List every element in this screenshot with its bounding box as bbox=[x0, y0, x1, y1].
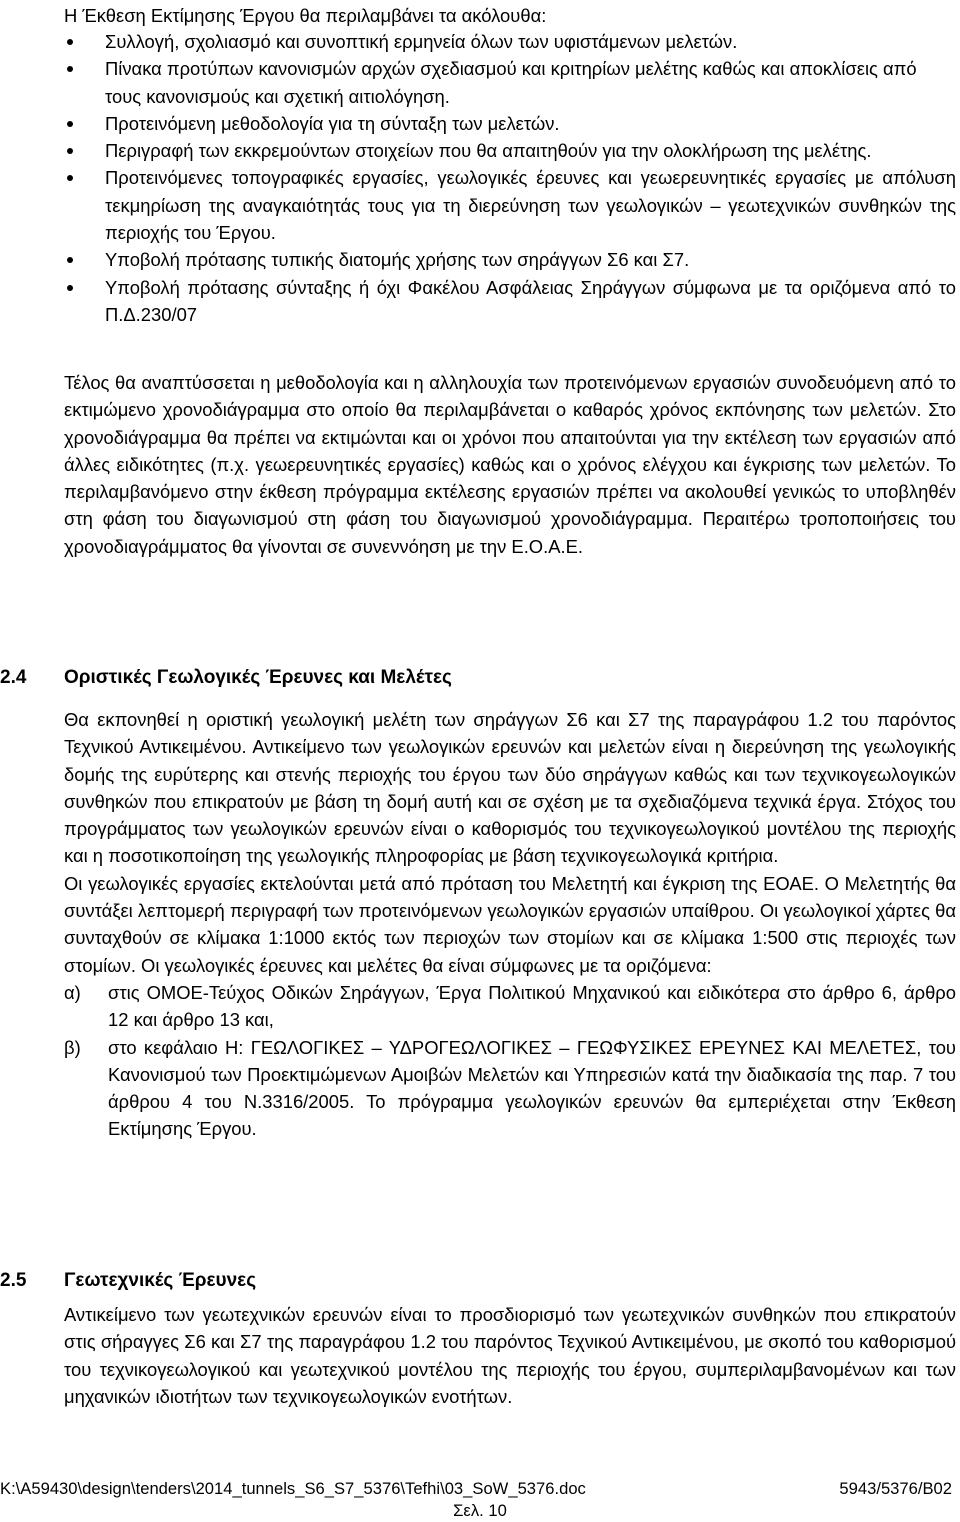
bullet-icon bbox=[67, 285, 73, 291]
enum-text: στο κεφάλαιο Η: ΓΕΩΛΟΓΙΚΕΣ – ΥΔΡΟΓΕΩΛΟΓΙΚΕΣ – ΓΕΩΦΥΣΙΚΕΣ ΕΡΕΥΝΕΣ ΚΑΙ ΜΕΛΕΤΕΣ, του Κανονισμού των Προεκτιμώμενων Αμοιβών Μελετών και Υπηρεσιών κατά την διαδικασία της παρ. 7 του άρθρου 4 του Ν.3316/2005. Το πρόγραμμα γεωλογικών ερευνών θα εμπεριέχεται στην Έκθεση Εκτίμησης Έργου. bbox=[108, 1036, 956, 1140]
section-2-4-body bbox=[64, 706, 956, 1143]
section-2-5-body: Αντικείμενο των γεωτεχνικών ερευνών είναι το προσδιορισμό των γεωτεχνικών συνθηκών που επικρατούν στις σήραγγες Σ6 και Σ7 της παραγράφου 1.2 του παρόντος Τεχνικού Αντικειμένου, με σκοπό του καθορισμού του τεχνικογεωλογικού και γεωτεχνικού μοντέλου της περιοχής του έργου, συμπεριλαμβανομένων και των μηχανικών ιδιοτήτων των τεχνικογεωλογικών ενοτήτων. bbox=[64, 1304, 956, 1407]
list-item: Υποβολή πρότασης τυπικής διατομής χρήσης των σηράγγων Σ6 και Σ7. bbox=[64, 246, 956, 273]
section-title: Οριστικές Γεωλογικές Έρευνες και Μελέτες bbox=[64, 667, 452, 688]
section-title: Γεωτεχνικές Έρευνες bbox=[64, 1270, 257, 1291]
file-path: K:\A59430\design\tenders\2014_tunnels_S6_S7_5376\Tefhi\03_SoW_5376.doc bbox=[0, 1479, 586, 1498]
enumerated-item bbox=[64, 979, 956, 1034]
section-number: 2.4 bbox=[0, 667, 27, 688]
schedule-paragraph: Τέλος θα αναπτύσσεται η μεθοδολογία και η αλληλουχία των προτεινόμενων εργασιών συνοδευόμενη από το εκτιμώμενο χρονοδιάγραμμα στο οποίο θα περιλαμβάνεται ο καθαρός χρόνος εκπόνησης των μελετών. Στο χρονοδιάγραμμα θα πρέπει να εκτιμώνται και οι χρόνοι που απαιτούνται για την εκτέλεση των εργασιών από άλλες ειδικότητες (π.χ. γεωερευνητικές εργασίες) καθώς και ο χρόνος ελέγχου και έγκρισης των μελετών. Το περιλαμβανόμενο στην έκθεση πρόγραμμα εκτέλεσης εργασιών πρέπει να ακολουθεί γενικώς το υποβληθέν στη φάση του διαγωνισμού στη φάση του διαγωνισμού χρονοδιάγραμμα. Περαιτέρω τροποποιήσεις του χρονοδιαγράμματος θα γίνονται σε συνεννόηση με την Ε.Ο.Α.Ε. bbox=[64, 372, 956, 557]
bullet-icon bbox=[67, 121, 73, 127]
enum-label: α) bbox=[64, 981, 81, 1003]
intro-sentence: Η Έκθεση Εκτίμησης Έργου θα περιλαμβάνει τα ακόλουθα: bbox=[64, 5, 547, 26]
paragraph: Θα εκπονηθεί η οριστική γεωλογική μελέτη των σηράγγων Σ6 και Σ7 της παραγράφου 1.2 του παρόντος Τεχνικού Αντικειμένου. Αντικείμενο των γεωλογικών ερευνών και μελετών είναι η διερεύνηση της γεωλογικής δομής της ευρύτερης και στενής περιοχής του έργου των δύο σηράγγων καθώς και των τεχνικογεωλογικών συνθηκών που επικρατούν με βάση τη δομή αυτή και σε σχέση με τα σχεδιαζόμενα τεχνικά έργα. Στόχος του προγράμματος των γεωλογικών ερευνών είναι ο καθορισμός του τεχνικογεωλογικού μοντέλου της περιοχής και η ποσοτικοποίηση της γεωλογικής πληροφορίας με βάση τεχνικογεωλογικά κριτήρια. bbox=[64, 709, 956, 867]
section-number: 2.5 bbox=[0, 1270, 27, 1291]
list-item: Προτεινόμενη μεθοδολογία για τη σύνταξη των μελετών. bbox=[64, 110, 956, 137]
page-number: Σελ. 10 bbox=[453, 1501, 507, 1520]
list-item: Περιγραφή των εκκρεμούντων στοιχείων που θα απαιτηθούν για την ολοκλήρωση της μελέτης. bbox=[64, 137, 956, 164]
bullet-icon bbox=[67, 175, 73, 181]
list-item: Υποβολή πρότασης σύνταξης ή όχι Φακέλου Ασφάλειας Σηράγγων σύμφωνα με τα οριζόμενα από το Π.Δ.230/07 bbox=[64, 274, 956, 329]
paragraph: Οι γεωλογικές εργασίες εκτελούνται μετά από πρόταση του Μελετητή και έγκριση της ΕΟΑΕ. Ο Μελετητής θα συντάξει λεπτομερή περιγραφή των προτεινόμενων γεωλογικών εργασιών υπαίθρου. Οι γεωλογικοί χάρτες θα συνταχθούν σε κλίμακα 1:1000 εκτός των περιοχών των στομίων και σε κλίμακα 1:500 στις περιοχές των στομίων. Οι γεωλογικές έρευνες και μελέτες θα είναι σύμφωνες με τα οριζόμενα: bbox=[64, 872, 956, 976]
list-item: Πίνακα προτύπων κανονισμών αρχών σχεδιασμού και κριτηρίων μελέτης καθώς και αποκλίσεις από τους κανονισμούς και σχετική αιτιολόγηση. bbox=[64, 55, 956, 110]
bullet-icon bbox=[67, 257, 73, 263]
bullet-icon bbox=[67, 148, 73, 154]
bullet-icon bbox=[67, 66, 73, 72]
enum-label: β) bbox=[64, 1036, 81, 1058]
enum-text: στις ΟΜΟΕ-Τεύχος Οδικών Σηράγγων, Έργα Πολιτικού Μηχανικού και ειδικότερα στο άρθρο 6, άρθρο 12 και άρθρο 13 και, bbox=[108, 981, 956, 1031]
list-item: Συλλογή, σχολιασμό και συνοπτική ερμηνεία όλων των υφιστάμενων μελετών. bbox=[64, 28, 956, 55]
bullet-icon bbox=[67, 39, 73, 45]
deliverables-list bbox=[64, 28, 956, 328]
document-code: 5943/5376/B02 bbox=[839, 1479, 952, 1498]
enumerated-item bbox=[64, 1034, 956, 1143]
list-item: Προτεινόμενες τοπογραφικές εργασίες, γεωλογικές έρευνες και γεωερευνητικές εργασίες με απόλυση τεκμηρίωση της αναγκαιότητάς τους για τη διερεύνηση των γεωλογικών – γεωτεχνικών συνθηκών της περιοχής του Έργου. bbox=[64, 164, 956, 246]
